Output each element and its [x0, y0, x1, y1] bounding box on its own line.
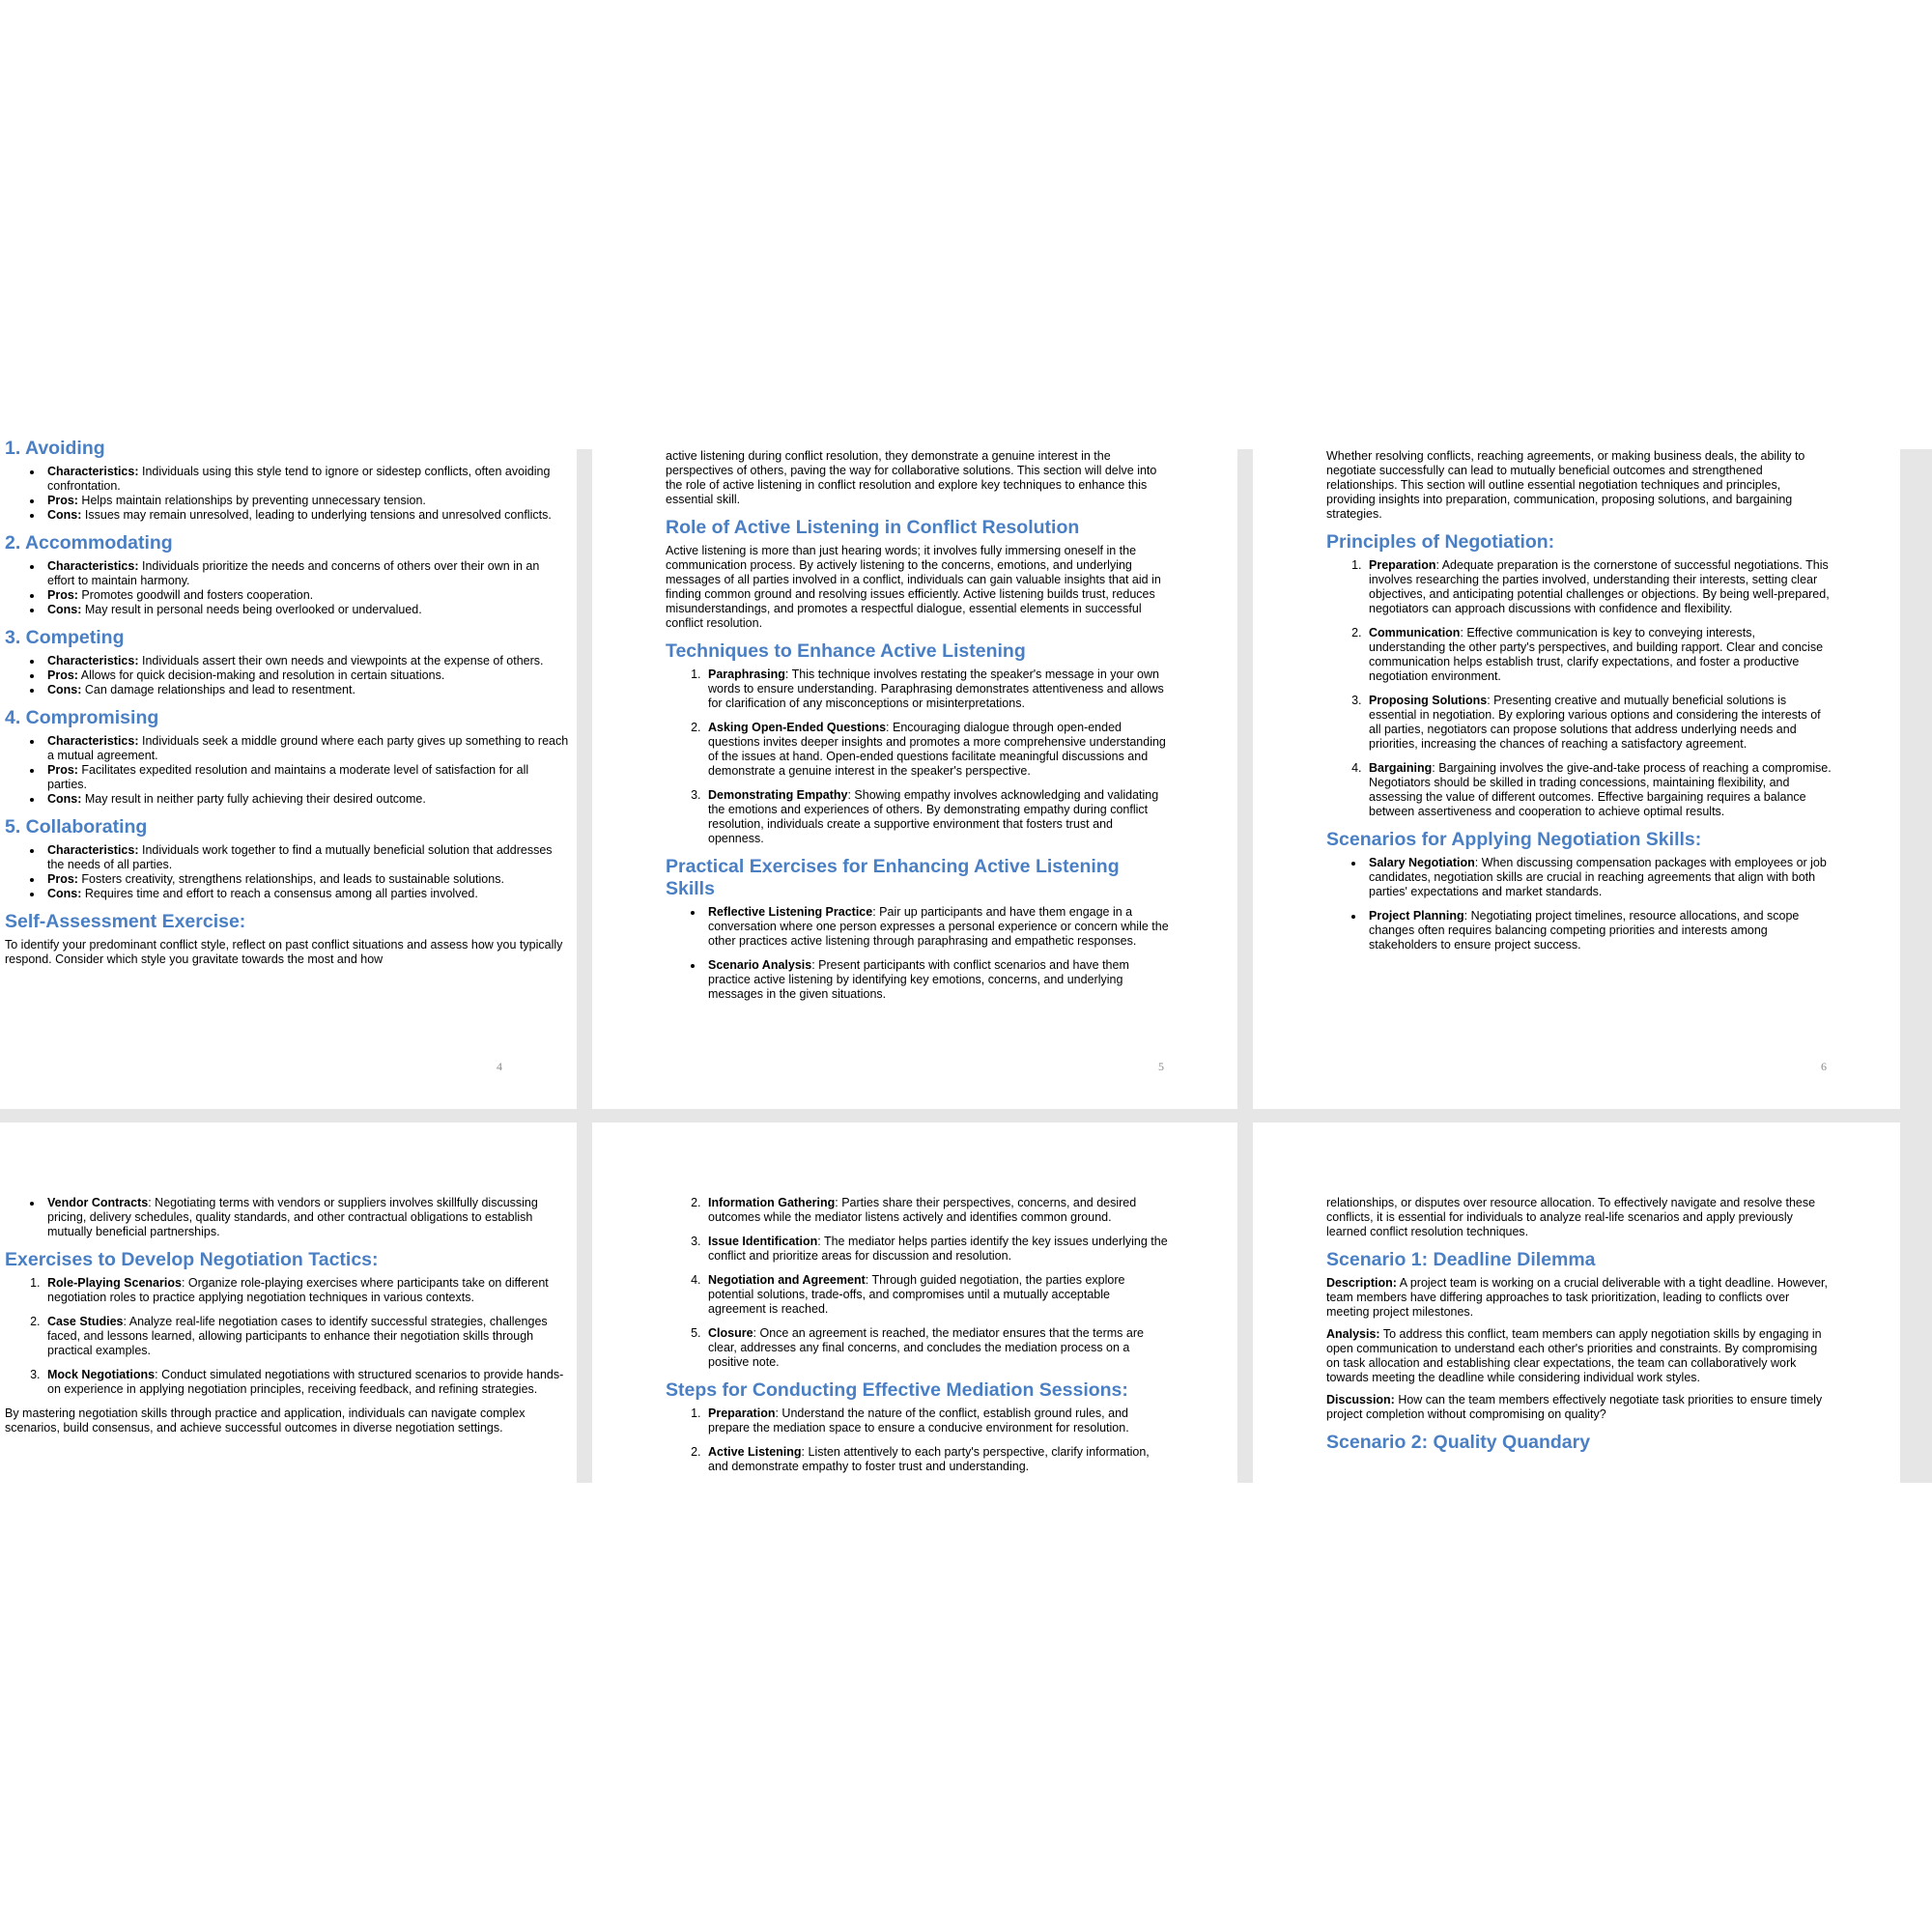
list-item-text: : Negotiating terms with vendors or suppliers involves skillfully discussing pricing, delivery schedules, quality standards, and other contractual obligations to establish mutually beneficial partnerships. [47, 1196, 538, 1238]
list-item-term: Paraphrasing [708, 668, 785, 681]
list-item-text: Promotes goodwill and fosters cooperation. [77, 588, 314, 602]
paragraph [1326, 449, 1833, 522]
paragraph [666, 449, 1170, 507]
list-item-term: Proposing Solutions [1369, 694, 1488, 707]
list-item-text: : When discussing compensation packages with employees or job candidates, negotiation skills are crucial in reaching agreements that align with both parties' expectations and market standards. [1369, 856, 1827, 898]
bullet-list [5, 559, 569, 617]
list-item [43, 792, 569, 807]
paragraph [1326, 1196, 1833, 1239]
list-item [43, 494, 569, 508]
document-page-9 [1253, 1122, 1900, 1483]
list-item-text: Can damage relationships and lead to resentment. [81, 683, 355, 696]
list-item [1365, 856, 1833, 899]
list-item [1365, 761, 1833, 819]
list-item-text: : This technique involves restating the speaker's message in your own words to ensure understanding. Paraphrasing demonstrates attentiveness and allows for clarification of any misconceptions or misinterpretations. [708, 668, 1164, 710]
list-item-term: Vendor Contracts [47, 1196, 149, 1209]
list-item-term: Pros: [47, 668, 78, 682]
list-item [43, 763, 569, 792]
list-item-term: Mock Negotiations [47, 1368, 156, 1381]
document-page-7 [0, 1122, 577, 1483]
section-heading: 1. Avoiding [5, 438, 105, 459]
list-item-term: Case Studies [47, 1315, 124, 1328]
list-item-text: Allows for quick decision-making and resolution in certain situations. [77, 668, 445, 682]
numbered-list [1326, 558, 1833, 819]
list-item-text: Requires time and effort to reach a consensus among all parties involved. [81, 887, 478, 900]
list-item [704, 1235, 1170, 1264]
numbered-list [666, 1196, 1170, 1370]
list-item-text: : Parties share their perspectives, concerns, and desired outcomes while the mediator listens actively and identifies common ground. [708, 1196, 1137, 1224]
section-heading: 5. Collaborating [5, 816, 148, 838]
paragraph-text: How can the team members effectively negotiate task priorities to ensure timely project completion without compromising on quality? [1326, 1393, 1823, 1421]
list-item [43, 465, 569, 494]
paragraph [5, 938, 569, 967]
document-page-4 [0, 438, 577, 1109]
paragraph-text: Whether resolving conflicts, reaching agreements, or making business deals, the ability to negotiate successfully can lead to mutually beneficial outcomes and strengthened relationships. This section will outline essential negotiation techniques and principles, providing insights into preparation, communication, proposing solutions, and bargaining strategies. [1326, 449, 1805, 521]
list-item-term: Pros: [47, 494, 78, 507]
list-item-term: Asking Open-Ended Questions [708, 721, 887, 734]
list-item-term: Information Gathering [708, 1196, 836, 1209]
list-item [1365, 909, 1833, 952]
list-item [704, 1273, 1170, 1317]
list-item [43, 654, 569, 668]
list-item-term: Negotiation and Agreement [708, 1273, 866, 1287]
list-item [704, 668, 1170, 711]
numbered-list [5, 1276, 569, 1397]
page-number: 5 [1158, 1060, 1164, 1073]
page-content [0, 1122, 577, 1483]
list-item-term: Pros: [47, 763, 78, 777]
page-content [0, 438, 577, 1109]
list-item-term: Cons: [47, 603, 82, 616]
list-item-term: Active Listening [708, 1445, 802, 1459]
section-heading: Scenario 2: Quality Quandary [1326, 1432, 1591, 1453]
list-item-text: : Organize role-playing exercises where participants take on different negotiation roles to practice applying negotiation techniques in various contexts. [47, 1276, 549, 1304]
list-item-text: : Present participants with conflict scenarios and have them practice active listening by identifying key emotions, concerns, and underlying messages in the given situations. [708, 958, 1129, 1001]
list-item-text: : Adequate preparation is the cornerstone of successful negotiations. This involves researching the parties involved, understanding their interests, setting clear objectives, and anticipating potential challenges or objections. By being well-prepared, negotiators can approach discussions with confidence and flexibility. [1369, 558, 1830, 615]
list-item [43, 872, 569, 887]
section-heading: Practical Exercises for Enhancing Active Listening Skills [666, 856, 1120, 899]
list-item-term: Pros: [47, 872, 78, 886]
paragraph-text: A project team is working on a crucial deliverable with a tight deadline. However, team members have differing approaches to task prioritization, leading to conflicts over meeting project milestones. [1326, 1276, 1829, 1319]
section-heading: Exercises to Develop Negotiation Tactics: [5, 1249, 379, 1270]
paragraph-text: active listening during conflict resolution, they demonstrate a genuine interest in the perspectives of others, paving the way for collaborative solutions. This section will delve into the role of active listening in conflict resolution and explore key techniques to enhance this essential skill. [666, 449, 1157, 506]
list-item [43, 668, 569, 683]
list-item-term: Reflective Listening Practice [708, 905, 873, 919]
page-content [592, 449, 1237, 1109]
document-page-8 [592, 1122, 1237, 1483]
bullet-list [1326, 856, 1833, 952]
list-item-text: : Negotiating project timelines, resource allocations, and scope changes often requires balancing competing priorities and interests among stakeholders to ensure project success. [1369, 909, 1800, 952]
list-item [704, 1445, 1170, 1474]
document-page-5 [592, 449, 1237, 1109]
paragraph-lead: Analysis: [1326, 1327, 1380, 1341]
list-item-term: Scenario Analysis [708, 958, 812, 972]
list-item [43, 508, 569, 523]
list-item-term: Role-Playing Scenarios [47, 1276, 182, 1290]
list-item-text: Individuals assert their own needs and viewpoints at the expense of others. [138, 654, 544, 668]
paragraph [1326, 1327, 1833, 1385]
list-item [43, 887, 569, 901]
list-item-term: Characteristics: [47, 843, 139, 857]
list-item-term: Issue Identification [708, 1235, 818, 1248]
list-item-text: : Understand the nature of the conflict, establish ground rules, and prepare the mediation space to ensure a conducive environment for resolution. [708, 1406, 1129, 1435]
paragraph-lead: Discussion: [1326, 1393, 1395, 1406]
list-item-text: Individuals using this style tend to ignore or sidestep conflicts, often avoiding confrontation. [47, 465, 551, 493]
numbered-list [666, 1406, 1170, 1474]
list-item [43, 734, 569, 763]
section-heading: Self-Assessment Exercise: [5, 911, 246, 932]
page-content [1253, 449, 1900, 1109]
list-item [43, 843, 569, 872]
paragraph-text: relationships, or disputes over resource allocation. To effectively navigate and resolve these conflicts, it is essential for individuals to analyze real-life scenarios and apply previously learned conflict resolution techniques. [1326, 1196, 1816, 1238]
section-heading: 2. Accommodating [5, 532, 173, 554]
list-item-term: Bargaining [1369, 761, 1433, 775]
list-item-text: : Through guided negotiation, the parties explore potential solutions, trade-offs, and compromises until a mutually acceptable agreement is reached. [708, 1273, 1125, 1316]
paragraph-text: To identify your predominant conflict style, reflect on past conflict situations and assess how you typically respond. Consider which style you gravitate towards the most and how [5, 938, 563, 966]
section-heading: 4. Compromising [5, 707, 159, 728]
list-item [43, 603, 569, 617]
bullet-list [666, 905, 1170, 1002]
list-item-text: : Showing empathy involves acknowledging and validating the emotions and experiences of others. By demonstrating empathy during conflict resolution, individuals create a supportive environment that fosters trust and openness. [708, 788, 1159, 845]
list-item [43, 1315, 569, 1358]
list-item-term: Cons: [47, 887, 82, 900]
list-item [43, 1276, 569, 1305]
list-item [43, 683, 569, 697]
paragraph-lead: Description: [1326, 1276, 1397, 1290]
list-item [43, 588, 569, 603]
list-item [704, 1196, 1170, 1225]
list-item-term: Salary Negotiation [1369, 856, 1475, 869]
list-item-text: Individuals prioritize the needs and concerns of others over their own in an effort to maintain harmony. [47, 559, 540, 587]
paragraph [666, 544, 1170, 631]
list-item-text: : Conduct simulated negotiations with structured scenarios to provide hands-on experience in applying negotiation principles, receiving feedback, and refining strategies. [47, 1368, 564, 1396]
list-item [43, 559, 569, 588]
page-number: 4 [497, 1060, 502, 1073]
list-item-term: Demonstrating Empathy [708, 788, 848, 802]
list-item-term: Preparation [708, 1406, 776, 1420]
list-item-term: Characteristics: [47, 654, 139, 668]
list-item-text: Individuals seek a middle ground where each party gives up something to reach a mutual agreement. [47, 734, 569, 762]
section-heading: Role of Active Listening in Conflict Resolution [666, 517, 1080, 538]
list-item-term: Cons: [47, 792, 82, 806]
list-item [43, 1196, 569, 1239]
list-item-term: Communication [1369, 626, 1461, 639]
list-item [704, 1326, 1170, 1370]
list-item-text: : Pair up participants and have them engage in a conversation where one person expresses a personal experience or concern while the other practices active listening through paraphrasing and empathetic responses. [708, 905, 1169, 948]
list-item [704, 958, 1170, 1002]
list-item-term: Characteristics: [47, 734, 139, 748]
list-item [1365, 626, 1833, 684]
bullet-list [5, 734, 569, 807]
list-item-text: : Listen attentively to each party's perspective, clarify information, and demonstrate empathy to foster trust and understanding. [708, 1445, 1150, 1473]
list-item [704, 721, 1170, 779]
list-item [43, 1368, 569, 1397]
list-item [1365, 694, 1833, 752]
list-item-term: Characteristics: [47, 465, 139, 478]
list-item-text: : Encouraging dialogue through open-ended questions invites deeper insights and promotes a more comprehensive understanding of the issues at hand. Open-ended questions facilitate meaningful discussions and demonstrate a genuine interest in the speaker's perspective. [708, 721, 1166, 778]
section-heading: 3. Competing [5, 627, 125, 648]
section-heading: Principles of Negotiation: [1326, 531, 1555, 553]
page-number: 6 [1821, 1060, 1827, 1073]
list-item-text: Helps maintain relationships by preventing unnecessary tension. [77, 494, 426, 507]
bullet-list [5, 654, 569, 697]
list-item-term: Cons: [47, 683, 82, 696]
list-item [704, 1406, 1170, 1435]
list-item-text: Fosters creativity, strengthens relationships, and leads to sustainable solutions. [77, 872, 504, 886]
paragraph-text: Active listening is more than just hearing words; it involves fully immersing oneself in the communication process. By actively listening to the concerns, emotions, and underlying messages of all parties involved in a conflict, individuals can gain valuable insights that aid in finding common ground and resolving issues efficiently. Active listening builds trust, reduces misunderstandings, and promotes a respectful dialogue, essential elements in successful conflict resolution. [666, 544, 1161, 630]
list-item-term: Project Planning [1369, 909, 1464, 923]
list-item-term: Characteristics: [47, 559, 139, 573]
list-item-text: Facilitates expedited resolution and maintains a moderate level of satisfaction for all parties. [47, 763, 529, 791]
bullet-list [5, 465, 569, 523]
list-item-text: : Once an agreement is reached, the mediator ensures that the terms are clear, addresses any final concerns, and concludes the mediation process on a positive note. [708, 1326, 1144, 1369]
list-item-text: : Bargaining involves the give-and-take process of reaching a compromise. Negotiators should be skilled in trading concessions, maintaining flexibility, and assessing the value of different outcomes. Effective bargaining requires a balance between assertiveness and cooperation to achieve optimal results. [1369, 761, 1832, 818]
list-item-text: : Presenting creative and mutually beneficial solutions is essential in negotiation. By exploring various options and considering the interests of all parties, negotiators can propose solutions that address underlying needs and priorities, increasing the chances of reaching a satisfactory agreement. [1369, 694, 1821, 751]
paragraph [5, 1406, 569, 1435]
list-item-text: May result in neither party fully achieving their desired outcome. [81, 792, 426, 806]
list-item-text: : Effective communication is key to conveying interests, understanding the other party's perspectives, and building rapport. Clear and concise communication helps establish trust, clarify expectations, and foster a productive negotiation environment. [1369, 626, 1824, 683]
paragraph-text: To address this conflict, team members can apply negotiation skills by engaging in open communication to understand each other's priorities and constraints. By compromising on task allocation and establishing clear expectations, the team can collaboratively work towards meeting the deadline while considering individual work styles. [1326, 1327, 1822, 1384]
list-item-term: Pros: [47, 588, 78, 602]
list-item-text: May result in personal needs being overlooked or undervalued. [81, 603, 422, 616]
list-item-text: : The mediator helps parties identify the key issues underlying the conflict and prioritize areas for discussion and resolution. [708, 1235, 1168, 1263]
bullet-list [5, 843, 569, 901]
list-item [704, 905, 1170, 949]
numbered-list [666, 668, 1170, 846]
list-item-text: : Analyze real-life negotiation cases to identify successful strategies, challenges faced, and lessons learned, allowing participants to enhance their negotiation skills through practical examples. [47, 1315, 548, 1357]
list-item [1365, 558, 1833, 616]
list-item-text: Issues may remain unresolved, leading to underlying tensions and unresolved conflicts. [81, 508, 552, 522]
page-content [592, 1122, 1237, 1483]
list-item [704, 788, 1170, 846]
document-page-6 [1253, 449, 1900, 1109]
list-item-term: Closure [708, 1326, 753, 1340]
list-item-term: Cons: [47, 508, 82, 522]
list-item-text: Individuals work together to find a mutually beneficial solution that addresses the needs of all parties. [47, 843, 553, 871]
paragraph [1326, 1276, 1833, 1320]
list-item-term: Preparation [1369, 558, 1436, 572]
bullet-list [5, 1196, 569, 1239]
section-heading: Scenario 1: Deadline Dilemma [1326, 1249, 1596, 1270]
section-heading: Scenarios for Applying Negotiation Skills: [1326, 829, 1702, 850]
paragraph [1326, 1393, 1833, 1422]
page-content [1253, 1122, 1900, 1483]
section-heading: Steps for Conducting Effective Mediation Sessions: [666, 1379, 1128, 1401]
section-heading: Techniques to Enhance Active Listening [666, 640, 1026, 662]
paragraph-text: By mastering negotiation skills through practice and application, individuals can navigate complex scenarios, build consensus, and achieve successful outcomes in diverse negotiation settings. [5, 1406, 526, 1435]
